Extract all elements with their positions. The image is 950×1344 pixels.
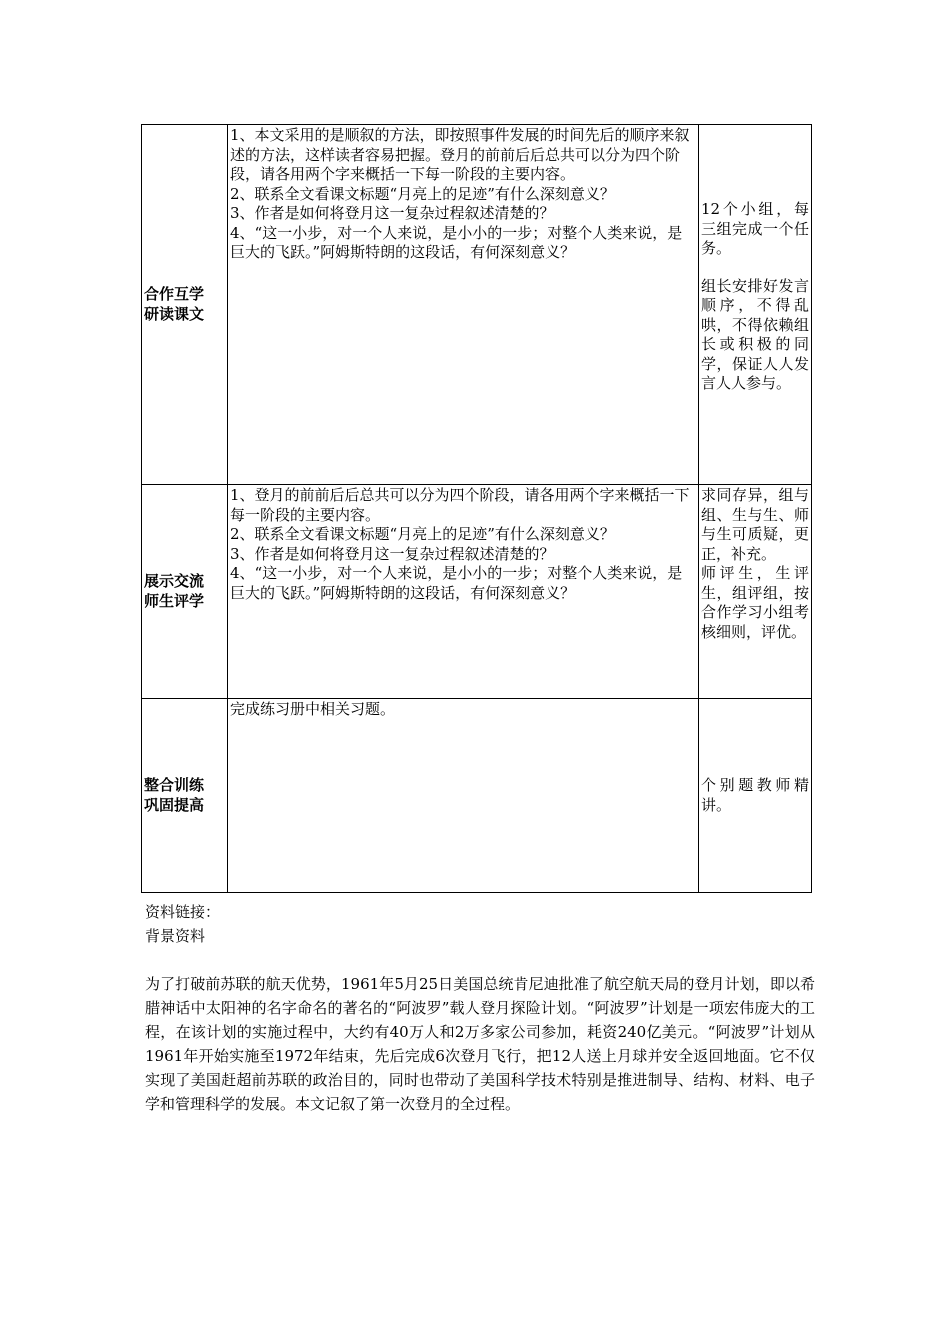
note-text: 12个小组，每三组完成一个任务。 xyxy=(701,200,809,257)
content-cell xyxy=(228,125,699,485)
stage-cell xyxy=(142,485,228,699)
note-text: 求同存异，组与组、生与生、师与生可质疑，更正，补充。 xyxy=(701,486,809,563)
stage-cell xyxy=(142,699,228,893)
content-item: 2、联系全文看课文标题“月亮上的足迹”有什么深刻意义？ xyxy=(230,525,615,543)
stage-label: 师生评学 xyxy=(144,591,205,610)
stage-label: 研读课文 xyxy=(144,304,205,323)
resource-links xyxy=(145,900,220,948)
content-item: 3、作者是如何将登月这一复杂过程叙述清楚的？ xyxy=(230,544,555,563)
lesson-plan-table xyxy=(141,124,812,893)
table-row xyxy=(142,485,812,699)
stage-cell xyxy=(142,125,228,485)
background-label: 背景资料 xyxy=(145,927,206,945)
content-item: 4、“这一小步，对一个人来说，是小小的一步；对整个人类来说，是巨大的飞跃。”阿姆斯特朗的这段话，有何深刻意义？ xyxy=(230,223,683,261)
content-item: 2、联系全文看课文标题“月亮上的足迹”有什么深刻意义？ xyxy=(230,184,615,203)
content-cell xyxy=(228,699,699,893)
stage-label: 展示交流 xyxy=(144,572,205,590)
note-text: 个别题教师精讲。 xyxy=(701,776,809,814)
table-row xyxy=(142,125,812,485)
note-cell xyxy=(699,699,812,893)
stage-label: 合作互学 xyxy=(144,285,205,303)
note-cell xyxy=(699,125,812,485)
content-item: 4、“这一小步，对一个人来说，是小小的一步；对整个人类来说，是巨大的飞跃。”阿姆斯特朗的这段话，有何深刻意义？ xyxy=(230,564,683,602)
note-text: 组长安排好发言顺序，不得乱哄，不得依赖组长或积极的同学，保证人人发言人人参与。 xyxy=(701,276,809,392)
note-text: 师评生，生评生，组评组，按合作学习小组考核细则，评优。 xyxy=(701,564,809,641)
content-item: 1、本文采用的是顺叙的方法，即按照事件发展的时间先后的顺序来叙述的方法，这样读者容易把握。登月的前前后后总共可以分为四个阶段，请各用两个字来概括一下每一阶段的主要内容。 xyxy=(230,126,690,183)
content-item: 3、作者是如何将登月这一复杂过程叙述清楚的？ xyxy=(230,204,555,222)
stage-label: 整合训练 xyxy=(144,776,205,794)
background-paragraph: 为了打破前苏联的航天优势，1961年5月25日美国总统肯尼迪批准了航空航天局的登月计划，即以希腊神话中太阳神的名字命名的著名的“阿波罗”载人登月探险计划。“阿波罗”计划是一项宏伟庞大的工程，在该计划的实施过程中，大约有40万人和2万多家公司参加，耗资240亿美元。“阿波罗”计划从1961年开始实施至1972年结束，先后完成6次登月飞行，把12人送上月球并安全返回地面。它不仅实现了美国赶超前苏联的政治目的，同时也带动了美国科学技术特别是推进制导、结构、材料、电子学和管理科学的发展。本文记叙了第一次登月的全过程。 xyxy=(145,975,815,1113)
content-cell xyxy=(228,485,699,699)
table-row xyxy=(142,699,812,893)
links-label: 资料链接： xyxy=(145,903,221,921)
note-cell xyxy=(699,485,812,699)
content-item: 完成练习册中相关习题。 xyxy=(230,700,396,718)
content-item: 1、登月的前前后后总共可以分为四个阶段，请各用两个字来概括一下每一阶段的主要内容。 xyxy=(230,486,690,524)
stage-label: 巩固提高 xyxy=(144,795,205,814)
